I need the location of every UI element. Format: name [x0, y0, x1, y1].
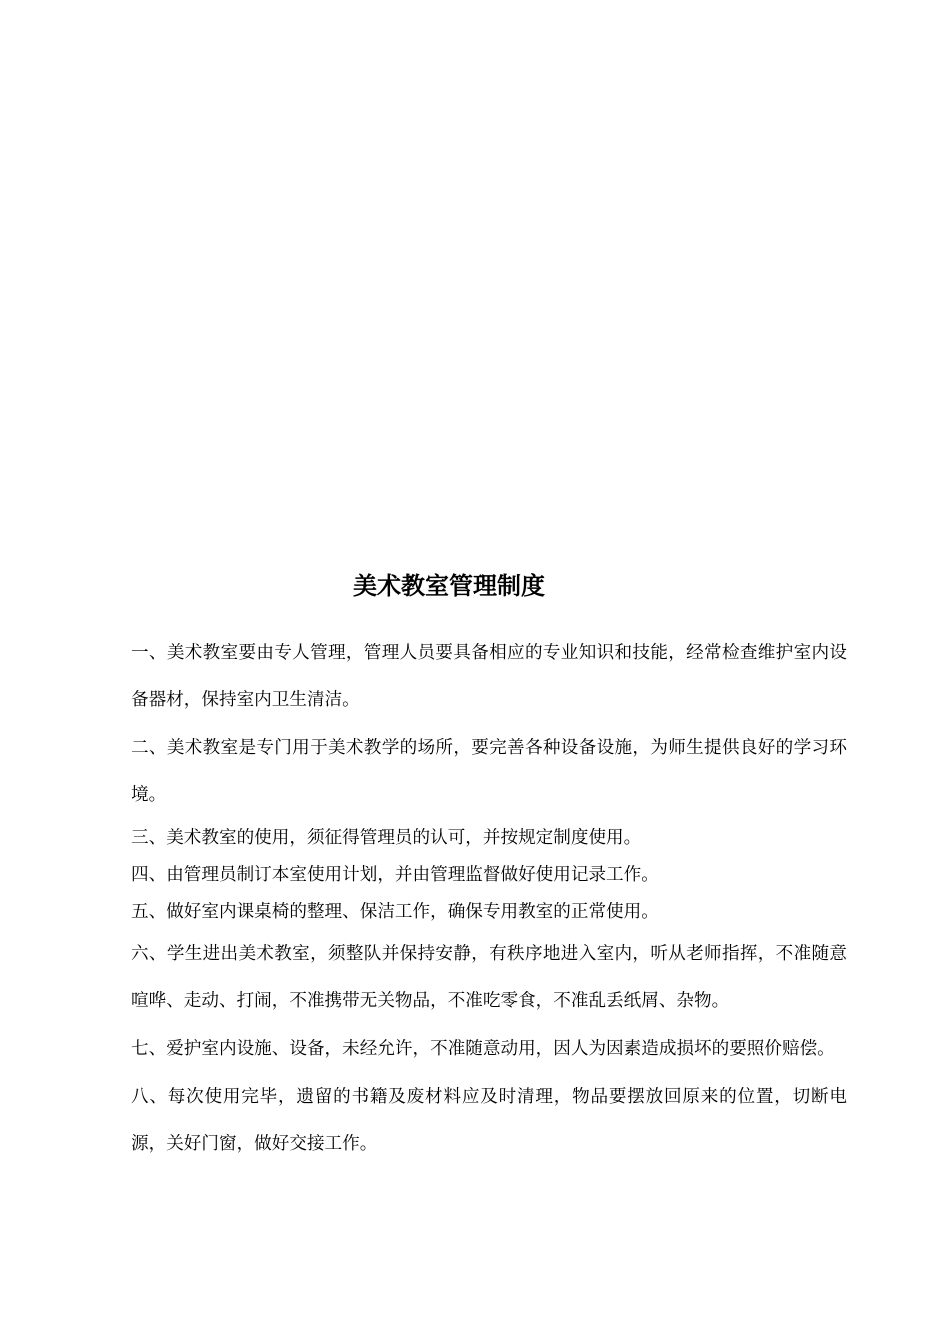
- rule-item-7: 七、爱护室内设施、设备，未经允许，不准随意动用，因人为因素造成损坏的要照价赔偿。: [131, 1039, 835, 1059]
- document-title: 美术教室管理制度: [353, 572, 545, 600]
- rule-item-4: 四、由管理员制订本室使用计划，并由管理监督做好使用记录工作。: [131, 865, 659, 885]
- rule-item-8: 八、每次使用完毕，遗留的书籍及废材料应及时清理，物品要摆放回原来的位置，切断电源，关好门窗，做好交接工作。: [131, 1087, 847, 1154]
- rules-list: [131, 630, 847, 1168]
- rule-item-6: 六、学生进出美术教室，须整队并保持安静，有秩序地进入室内，听从老师指挥，不准随意喧哗、走动、打闹，不准携带无关物品，不准吃零食，不准乱丢纸屑、杂物。: [131, 944, 847, 1011]
- rule-item-2: 二、美术教室是专门用于美术教学的场所，要完善各种设备设施，为师生提供良好的学习环境。: [131, 738, 847, 805]
- rule-item-5: 五、做好室内课桌椅的整理、保洁工作，确保专用教室的正常使用。: [131, 902, 659, 922]
- rule-item-3: 三、美术教室的使用，须征得管理员的认可，并按规定制度使用。: [131, 828, 642, 848]
- rule-item-1: 一、美术教室要由专人管理，管理人员要具备相应的专业知识和技能，经常检查维护室内设备器材，保持室内卫生清洁。: [131, 643, 847, 710]
